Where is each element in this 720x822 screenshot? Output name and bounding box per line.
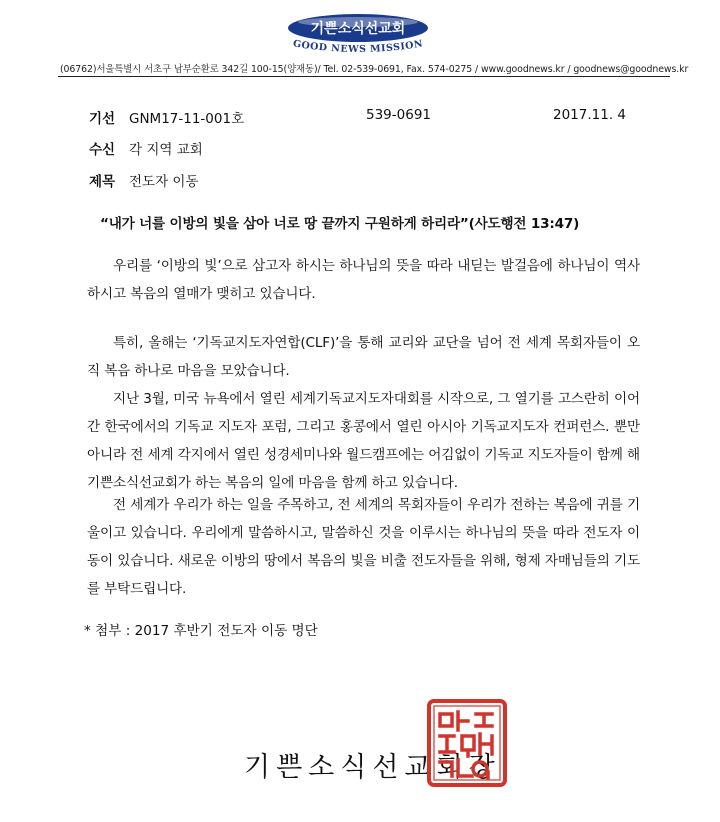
paragraph-2b-text: 지난 3월, 미국 뉴욕에서 열린 세계기독교지도자대회를 시작으로, 그 열기를 고스란히 이어간 한국에서의 기독교 지도자 포럼, 그리고 홍콩에서 열린 아시아 기독교지도자 컨퍼런스. 뿐만 아니라 전 세계 각지에서 열린 성경세미나와 월드캠프에는 어김없이 기독교 지도자들이 함께 해 기쁜소식선교회가 하는 복음의 일에 마음을 함께 하고 있습니다. xyxy=(87,391,640,491)
letterhead-address: (06762)서울특별시 서초구 남부순환로 342길 100-15(양재동)/ Tel. 02-539-0691, Fax. 574-0275 / www.goodnews.kr / goodnews@goodnews.kr xyxy=(60,64,689,75)
paragraph-3-text: 전 세계가 우리가 하는 일을 주목하고, 전 세계의 목회자들이 우리가 전하는 복음에 귀를 기울이고 있습니다. 우리에게 말씀하시고, 말씀하신 것을 이루시는 하나님의 뜻을 따라 전도자 이동이 있습니다. 새로운 이방의 땅에서 복음의 빛을 비출 전도자들을 위해, 형제 자매님들의 기도를 부탁드립니다. xyxy=(87,497,640,597)
phone-number: 539-0691 xyxy=(366,107,431,123)
svg-text:기쁜소식선교회: 기쁜소식선교회 xyxy=(310,21,406,37)
paragraph-1 xyxy=(87,252,640,308)
recipient-row xyxy=(89,138,203,158)
subject-label: 제목 xyxy=(89,174,116,190)
doc-number-label: 기선 xyxy=(89,111,116,127)
good-news-mission-logo xyxy=(283,8,433,58)
letterhead-divider xyxy=(58,76,670,77)
doc-number-row xyxy=(89,107,244,127)
paragraph-2a-text: 특히, 올해는 ‘기독교지도자연합(CLF)’을 통해 교리와 교단을 넘어 전 세계 목회자들이 오직 복음 하나로 마음을 모았습니다. xyxy=(87,335,640,379)
paragraph-3 xyxy=(87,491,640,603)
signer-name: 기쁜소식선교회장 xyxy=(244,752,501,783)
recipient: 각 지역 교회 xyxy=(129,142,203,158)
subject-row xyxy=(89,170,199,190)
document-date: 2017.11. 4 xyxy=(553,107,626,123)
subject: 전도자 이동 xyxy=(129,174,199,190)
svg-text:GOOD NEWS MISSION: GOOD NEWS MISSION xyxy=(292,38,424,56)
recipient-label: 수신 xyxy=(89,142,116,158)
doc-number: GNM17-11-001호 xyxy=(129,111,245,127)
paragraph-1-text: 우리를 ‘이방의 빛’으로 삼고자 하시는 하나님의 뜻을 따라 내딛는 발걸음에 하나님이 역사하시고 복음의 열매가 맺히고 있습니다. xyxy=(87,258,640,302)
official-seal-stamp xyxy=(426,698,508,788)
scripture-verse: “내가 너를 이방의 빛을 삼아 너로 땅 끝까지 구원하게 하리라”(사도행전 13:47) xyxy=(100,216,580,232)
paragraph-2 xyxy=(87,329,640,497)
attachment-note: * 첨부 : 2017 후반기 전도자 이동 명단 xyxy=(84,623,318,639)
